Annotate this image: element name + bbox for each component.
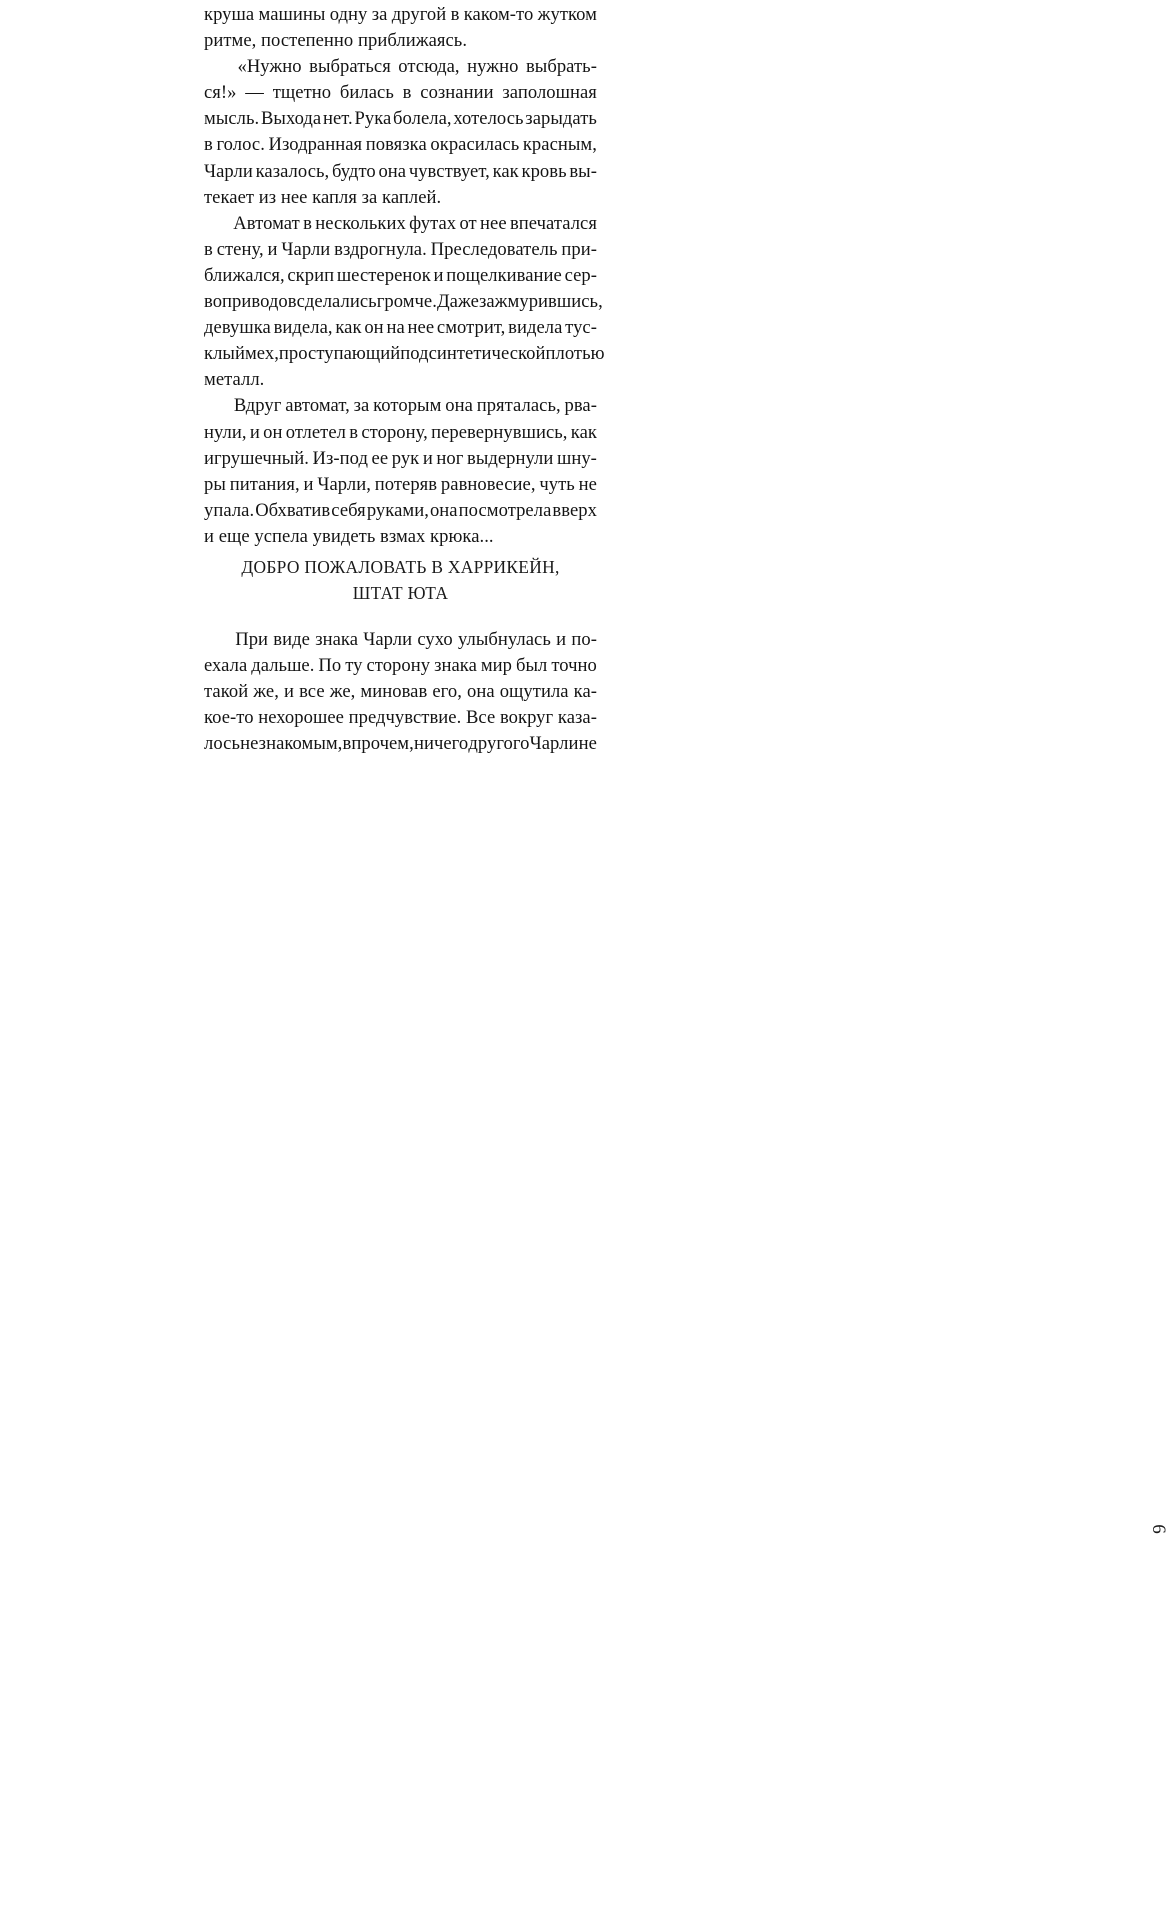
text-word: лось	[204, 733, 240, 755]
text-word: нужно	[467, 56, 519, 78]
text-word: вокруг	[499, 707, 554, 729]
text-word: казалось,	[255, 160, 330, 182]
text-word: она	[466, 681, 495, 703]
text-word: ту	[345, 655, 363, 677]
text-word: голос.	[216, 134, 265, 156]
text-word: не	[578, 733, 597, 755]
text-word: перевернувшись,	[431, 421, 568, 443]
text-word: окрасилась	[430, 134, 520, 156]
text-word: точно	[551, 655, 597, 677]
text-word: вздрогнула.	[334, 238, 427, 260]
text-word: другого	[468, 733, 530, 755]
text-word: «Нужно	[237, 56, 302, 78]
text-word: —	[245, 82, 264, 104]
text-word: нехорошее	[258, 707, 344, 729]
page-text-body	[204, 2, 605, 757]
text-word: мир	[480, 655, 513, 677]
text-line	[204, 341, 605, 367]
text-word: сторону,	[361, 421, 428, 443]
text-line	[204, 393, 597, 419]
text-word: сухо	[417, 628, 453, 650]
text-word: Преследователь	[430, 238, 558, 260]
text-word: Чарли,	[317, 473, 371, 495]
text-word: мех,	[244, 343, 279, 365]
text-word: Все	[465, 707, 496, 729]
text-word: его,	[432, 681, 462, 703]
text-word: и	[422, 447, 433, 469]
text-word: ка-	[573, 681, 597, 703]
text-line	[204, 159, 597, 185]
text-word: текает из нее капля за каплей.	[204, 186, 442, 208]
text-word: сторону	[366, 655, 431, 677]
text-line	[204, 472, 597, 498]
text-word: заполошная	[502, 82, 597, 104]
text-word: ее	[371, 447, 389, 469]
text-word: Автомат	[233, 212, 300, 234]
paragraph	[204, 393, 597, 550]
text-line	[204, 237, 597, 263]
text-word: автомат,	[285, 395, 350, 417]
text-word: Чарли	[204, 160, 253, 182]
text-word: видела,	[273, 317, 333, 339]
text-word: впечатался	[509, 212, 597, 234]
paragraph	[204, 211, 605, 394]
text-word: не	[578, 473, 597, 495]
text-word: выбраться	[309, 56, 391, 78]
paragraph-indent	[204, 54, 230, 80]
section-heading-line-2: ШТАТ ЮТА	[352, 583, 449, 603]
text-word: чуть	[539, 473, 575, 495]
text-word: в	[402, 82, 412, 104]
text-word: и	[556, 628, 567, 650]
text-word: ехала	[204, 655, 248, 677]
text-line	[204, 731, 597, 757]
text-word: При	[235, 628, 269, 650]
text-word: улыбнулась	[457, 628, 551, 650]
text-word: ощутила	[499, 681, 569, 703]
text-word: как	[492, 160, 519, 182]
text-word: повязка	[365, 134, 427, 156]
text-word: синтетической	[428, 343, 546, 365]
text-word: шестеренок	[336, 264, 431, 286]
text-word: каза-	[557, 707, 597, 729]
text-word: Обхватив	[255, 499, 331, 521]
text-line	[204, 705, 597, 731]
text-word: за	[371, 4, 388, 25]
text-word: такой	[204, 681, 249, 703]
text-word: отлетел	[285, 421, 346, 443]
text-word: как	[335, 317, 362, 339]
text-word: на	[386, 317, 405, 339]
text-word: тщетно	[272, 82, 332, 104]
text-word: пряталась,	[476, 395, 561, 417]
text-word: упала.	[204, 499, 255, 521]
text-line	[204, 498, 597, 524]
text-word: стену,	[216, 238, 264, 260]
text-word: рва-	[564, 395, 597, 417]
text-word: виде	[273, 628, 310, 650]
text-word: и	[303, 473, 314, 495]
text-word: будто	[331, 160, 376, 182]
text-word: в	[303, 212, 312, 234]
text-word: сер-	[564, 264, 597, 286]
text-word: сделались	[296, 291, 377, 313]
paragraph	[204, 2, 597, 54]
text-word: скрип	[287, 264, 335, 286]
text-word: чувствует,	[408, 160, 490, 182]
text-word: она	[445, 395, 473, 417]
text-word: был	[515, 655, 548, 677]
text-line	[204, 185, 597, 211]
text-word: и	[249, 421, 260, 443]
text-word: которым	[373, 395, 442, 417]
text-word: и	[433, 264, 444, 286]
paragraph	[204, 54, 597, 211]
text-word: девушка	[204, 317, 271, 339]
text-word: игрушечный.	[204, 447, 309, 469]
text-word: и	[283, 681, 294, 703]
text-word: впрочем,	[342, 733, 414, 755]
text-word: По	[318, 655, 342, 677]
text-word: Чарли	[529, 733, 579, 755]
text-word: ближался,	[204, 264, 285, 286]
text-word: и	[267, 238, 278, 260]
text-word: он	[263, 421, 283, 443]
text-word: же,	[329, 681, 356, 703]
text-word: в	[450, 4, 460, 25]
paragraph-indent	[204, 393, 230, 419]
text-word: равновесие,	[440, 473, 536, 495]
text-word: зарыдать	[525, 108, 597, 130]
text-word: зажмурившись,	[478, 291, 603, 313]
text-word: по-	[571, 628, 597, 650]
text-word: Вдруг	[233, 395, 282, 417]
text-word: под	[400, 343, 429, 365]
text-word: Рука	[354, 108, 392, 130]
text-word: питания,	[229, 473, 300, 495]
text-line	[204, 367, 597, 393]
text-line	[204, 211, 597, 237]
text-line	[204, 54, 597, 80]
text-word: плотью	[545, 343, 605, 365]
text-word: она	[429, 499, 458, 521]
text-line	[204, 28, 597, 54]
text-word: мысль.	[204, 108, 260, 130]
text-line	[204, 524, 597, 550]
text-word: Даже	[436, 291, 479, 313]
text-word: билась	[339, 82, 394, 104]
text-line	[204, 2, 597, 28]
text-word: потеряв	[374, 473, 438, 495]
text-word: Из-под	[312, 447, 368, 469]
text-word: рук	[391, 447, 420, 469]
text-word: при-	[561, 238, 597, 260]
text-word: руками,	[366, 499, 429, 521]
text-word: нескольких	[315, 212, 406, 234]
text-line	[204, 315, 597, 341]
text-word: ся!»	[204, 82, 237, 104]
text-line	[204, 80, 597, 106]
text-word: пощелкивание	[446, 264, 562, 286]
text-word: выдернули	[467, 447, 554, 469]
text-word: дальше.	[251, 655, 315, 677]
text-word: болела,	[393, 108, 452, 130]
text-word: футах	[409, 212, 457, 234]
text-word: предчувствие.	[348, 707, 462, 729]
text-word: она	[378, 160, 407, 182]
text-word: видела	[508, 317, 563, 339]
text-word: ничего	[413, 733, 469, 755]
text-line	[204, 420, 597, 446]
text-word: Чарли	[281, 238, 331, 260]
text-word: посмотрела	[458, 499, 552, 521]
text-word: же,	[253, 681, 279, 703]
text-word: себя	[331, 499, 366, 521]
text-word: проступающий	[278, 343, 401, 365]
text-word: Чарли	[363, 628, 413, 650]
paragraph-indent	[204, 627, 230, 653]
text-word: от	[459, 212, 477, 234]
text-word: знака	[434, 655, 477, 677]
text-word: выбрать-	[525, 56, 597, 78]
text-word: машины	[258, 4, 326, 25]
text-line	[204, 106, 597, 132]
text-word: как	[570, 421, 597, 443]
text-word: нее	[407, 317, 435, 339]
text-word: кровь	[521, 160, 567, 182]
text-line	[204, 132, 597, 158]
text-line	[204, 627, 597, 653]
text-word: клый	[204, 343, 245, 365]
text-word: каком-то	[463, 4, 534, 25]
text-line	[204, 263, 597, 289]
text-word: тус-	[565, 317, 597, 339]
text-word: воприводов	[204, 291, 297, 313]
text-word: вы-	[569, 160, 597, 182]
text-word: незнакомым,	[240, 733, 343, 755]
text-word: и еще успела увидеть взмах крюка...	[204, 525, 494, 547]
text-word: красным,	[522, 134, 597, 156]
text-word: хотелось	[453, 108, 524, 130]
text-word: нее	[480, 212, 507, 234]
text-word: смотрит,	[436, 317, 506, 339]
text-word: ры	[204, 473, 226, 495]
text-word: кое-то	[204, 707, 254, 729]
text-word: другой	[391, 4, 447, 25]
text-word: одну	[329, 4, 368, 25]
text-word: ритме, постепенно приближаясь.	[204, 30, 468, 52]
text-word: отсюда,	[398, 56, 460, 78]
text-word: за	[353, 395, 370, 417]
text-word: знака	[315, 628, 358, 650]
paragraph-indent	[204, 211, 230, 237]
text-word: в	[204, 238, 213, 260]
text-line	[204, 446, 597, 472]
text-word: в	[204, 134, 213, 156]
text-word: громче.	[376, 291, 437, 313]
page-number: 6	[1148, 1524, 1169, 1534]
text-word: все	[299, 681, 325, 703]
text-word: круша	[204, 4, 255, 25]
text-word: Выхода	[260, 108, 322, 130]
text-line	[204, 653, 597, 679]
text-word: нули,	[204, 421, 247, 443]
text-word: шну-	[556, 447, 597, 469]
text-word: вверх	[552, 499, 597, 521]
text-line	[204, 289, 603, 315]
paragraph	[204, 627, 597, 757]
text-word: миновав	[360, 681, 428, 703]
text-word: сознании	[420, 82, 494, 104]
text-word: металл.	[204, 369, 265, 391]
text-word: в	[349, 421, 359, 443]
text-word: жутком	[537, 4, 597, 25]
text-word: он	[364, 317, 384, 339]
text-line	[204, 679, 597, 705]
text-word: Изодранная	[268, 134, 363, 156]
text-word: ног	[436, 447, 464, 469]
section-heading-line-1: ДОБРО ПОЖАЛОВАТЬ В ХАРРИКЕЙН,	[241, 557, 560, 577]
text-word: нет.	[322, 108, 353, 130]
